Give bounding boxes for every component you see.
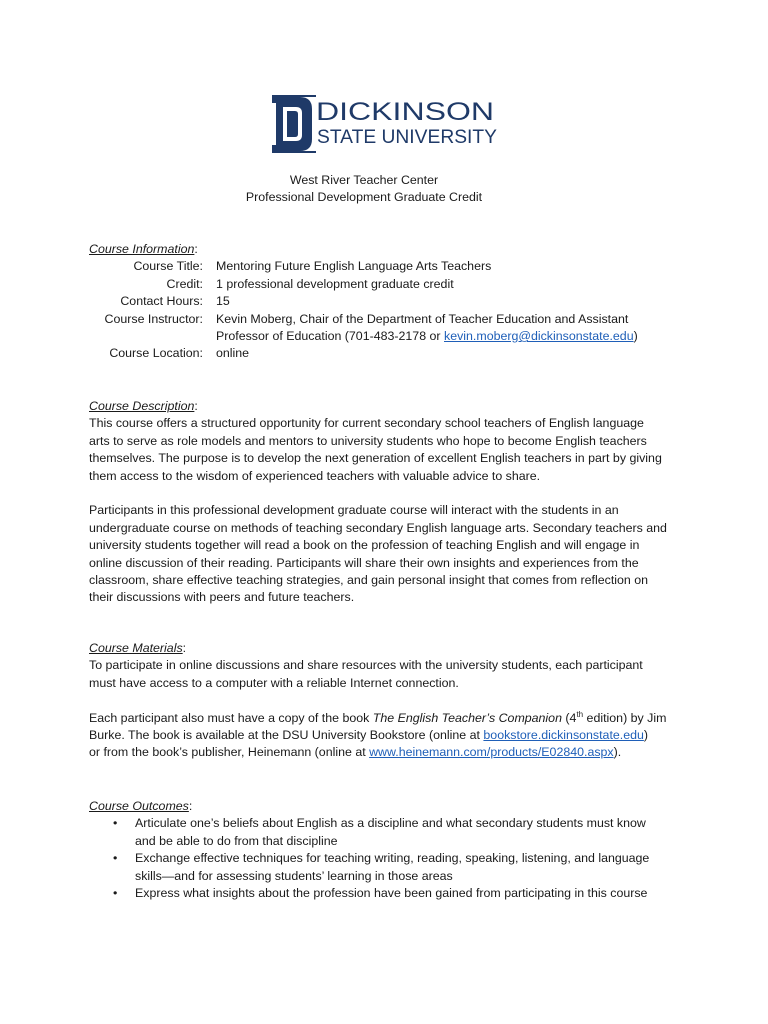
info-label: Contact Hours: <box>120 294 203 309</box>
info-row-title <box>89 258 689 275</box>
info-label: Course Instructor: <box>104 311 203 326</box>
course-outcomes-heading: Course Outcomes: <box>89 799 193 813</box>
materials-paragraph-2: Each participant also must have a copy of the book The English Teacher’s Companion (4th edition) by Jim Burke. The book is available at the DSU University Bookstore (online at bookstore.dickinsonstate.edu) or from the book’s publisher, Heinemann (online at www.heinemann.com/products/E02840.aspx). <box>89 709 667 760</box>
description-paragraph-2: Participants in this professional development graduate course will interact with the students in an undergraduate course on methods of teaching secondary English language arts. Secondary teachers and university students together will read a book on the profession of teaching English and will engage in online discussion of their reading. Participants will share their own insights and experiences from the classroom, share effective teaching strategies, and gain personal insight that comes from reflection on their discussions with peers and future teachers. <box>89 503 667 605</box>
info-row-contact-hours <box>89 293 689 310</box>
info-value: online <box>216 346 250 361</box>
info-value: Kevin Moberg, Chair of the Department of Teacher Education and Assistant Professor of Education (701-483-2178 or kevin.moberg@dickinsonstate.edu) <box>216 311 638 344</box>
course-information-heading: Course Information: <box>89 242 198 256</box>
course-outcomes-section <box>89 798 689 902</box>
info-value: 15 <box>216 294 230 309</box>
course-materials-heading: Course Materials: <box>89 641 187 655</box>
info-label: Course Location: <box>109 346 203 361</box>
info-row-location <box>89 345 689 362</box>
instructor-email-link[interactable]: kevin.moberg@dickinsonstate.edu <box>444 329 634 344</box>
info-value: 1 professional development graduate credit <box>216 276 454 291</box>
header-line-2: Professional Development Graduate Credit <box>245 190 483 205</box>
document-header <box>0 172 728 207</box>
list-item: • Exchange effective techniques for teaching writing, reading, speaking, listening, and language skills—and for assessing students’ learning in those areas <box>113 851 650 883</box>
outcomes-list <box>89 815 689 902</box>
bullet-icon: • <box>113 851 118 866</box>
bullet-icon: • <box>113 886 118 901</box>
info-label: Credit: <box>166 276 203 291</box>
list-item: • Articulate one’s beliefs about English as a discipline and what secondary students must know and be able to do from that discipline <box>113 816 646 848</box>
course-description-section <box>89 398 689 607</box>
materials-paragraph-1: To participate in online discussions and share resources with the university students, each participant must have access to a computer with a reliable Internet connection. <box>89 658 643 690</box>
heinemann-link[interactable]: www.heinemann.com/products/E02840.aspx <box>369 745 614 760</box>
header-line-1: West River Teacher Center <box>289 173 439 187</box>
info-value: Mentoring Future English Language Arts Teachers <box>216 259 492 274</box>
list-item: • Express what insights about the profession have been gained from participating in this course <box>89 885 689 902</box>
dickinson-state-logo <box>270 95 500 153</box>
logo-line1: DICKINSON <box>316 98 494 126</box>
description-paragraph-1: This course offers a structured opportunity for current secondary school teachers of English language arts to serve as role models and mentors to university students who hope to become English teachers themselves. The purpose is to develop the next generation of excellent English teachers in part by giving them access to the wisdom of experienced teachers with valuable advice to share. <box>89 416 662 483</box>
info-label: Course Title: <box>133 259 203 274</box>
logo-line2: STATE UNIVERSITY <box>317 127 498 148</box>
book-title: The English Teacher’s Companion <box>372 710 562 725</box>
university-logo-image <box>270 95 500 153</box>
info-row-credit <box>89 276 689 293</box>
info-row-instructor <box>89 311 689 346</box>
course-description-heading: Course Description: <box>89 399 198 413</box>
course-materials-section <box>89 640 689 762</box>
bullet-icon: • <box>113 816 118 831</box>
bookstore-link[interactable]: bookstore.dickinsonstate.edu <box>483 728 644 743</box>
course-information-section <box>89 241 689 363</box>
